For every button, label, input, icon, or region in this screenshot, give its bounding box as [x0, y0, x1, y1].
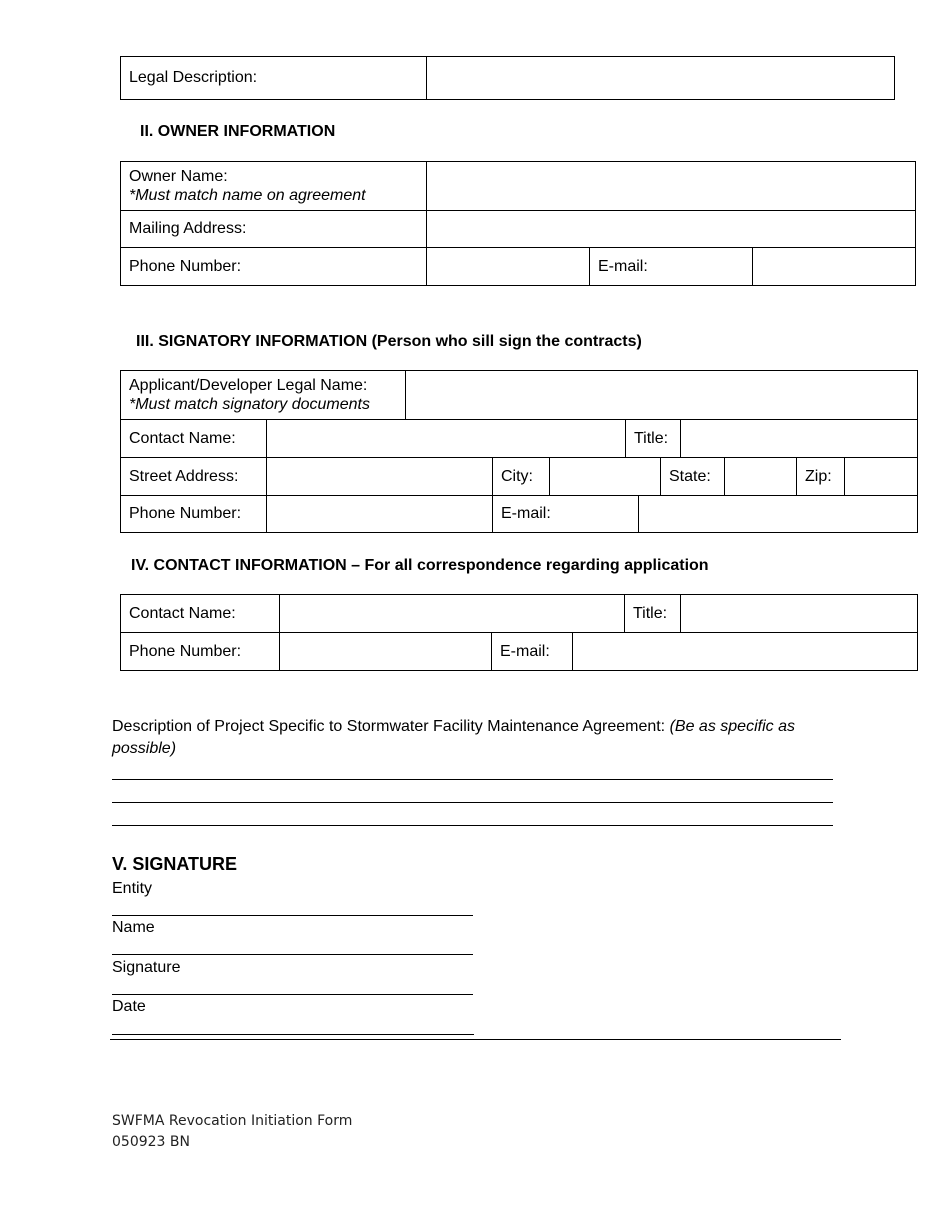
- zip-label: Zip:: [797, 458, 845, 496]
- contact-phone-field[interactable]: [280, 633, 492, 671]
- name-line[interactable]: [112, 954, 473, 955]
- signatory-title-field[interactable]: [681, 420, 918, 458]
- name-label: Name: [112, 919, 155, 936]
- owner-email-label: E-mail:: [590, 248, 753, 286]
- contact-title-field[interactable]: [681, 595, 918, 633]
- signatory-contact-field[interactable]: [267, 420, 626, 458]
- signatory-phone-table: [120, 495, 918, 533]
- signatory-email-field[interactable]: [639, 496, 918, 533]
- entity-line[interactable]: [112, 915, 473, 916]
- owner-section-heading: II. OWNER INFORMATION: [140, 123, 336, 140]
- section-divider: [110, 1039, 841, 1040]
- signature-label: Signature: [112, 959, 181, 976]
- description-line-2[interactable]: [112, 802, 833, 803]
- contact-email-label: E-mail:: [492, 633, 573, 671]
- footer-form-code: 050923 BN: [112, 1134, 190, 1150]
- owner-name-cell: [121, 162, 427, 211]
- contact-phone-table: [120, 632, 918, 671]
- description-line-3[interactable]: [112, 825, 833, 826]
- signatory-phone-label: Phone Number:: [121, 496, 267, 533]
- zip-field[interactable]: [845, 458, 918, 496]
- signature-section-heading: V. SIGNATURE: [112, 854, 238, 874]
- signatory-phone-field[interactable]: [267, 496, 493, 533]
- date-label: Date: [112, 998, 146, 1015]
- state-field[interactable]: [725, 458, 797, 496]
- mailing-address-label: Mailing Address:: [121, 211, 427, 248]
- contact-title-label: Title:: [625, 595, 681, 633]
- street-address-field[interactable]: [267, 458, 493, 496]
- owner-phone-field[interactable]: [427, 248, 590, 286]
- entity-label: Entity: [112, 880, 153, 897]
- signatory-address-table: [120, 457, 918, 496]
- owner-info-table: [120, 161, 916, 286]
- owner-name-field[interactable]: [427, 162, 916, 211]
- legal-name-label: Applicant/Developer Legal Name:: [129, 377, 368, 394]
- owner-name-label: Owner Name:: [129, 168, 228, 185]
- signatory-contact-table: [120, 419, 918, 458]
- project-description-text: Description of Project Specific to Stormwater Facility Maintenance Agreement:: [112, 718, 670, 735]
- signature-line[interactable]: [112, 994, 473, 995]
- legal-name-field[interactable]: [406, 371, 918, 420]
- contact-phone-label: Phone Number:: [121, 633, 280, 671]
- project-description-note: (Be as specific as possible): [112, 718, 795, 757]
- description-line-1[interactable]: [112, 779, 833, 780]
- legal-name-cell: [121, 371, 406, 420]
- signatory-email-label: E-mail:: [493, 496, 639, 533]
- project-description-prompt: [112, 716, 832, 760]
- contact-name-label: Contact Name:: [121, 595, 280, 633]
- contact-email-field[interactable]: [573, 633, 918, 671]
- contact-name-field[interactable]: [280, 595, 625, 633]
- contact-section-heading: IV. CONTACT INFORMATION – For all correspondence regarding application: [131, 557, 709, 574]
- city-label: City:: [493, 458, 550, 496]
- owner-phone-label: Phone Number:: [121, 248, 427, 286]
- street-address-label: Street Address:: [121, 458, 267, 496]
- signatory-legal-name-table: [120, 370, 918, 420]
- signatory-section-heading: III. SIGNATORY INFORMATION (Person who sill sign the contracts): [136, 333, 642, 350]
- signatory-contact-label: Contact Name:: [121, 420, 267, 458]
- legal-description-label: Legal Description:: [121, 57, 427, 100]
- legal-name-note: *Must match signatory documents: [129, 396, 370, 413]
- footer-form-name: SWFMA Revocation Initiation Form: [112, 1113, 353, 1129]
- owner-email-field[interactable]: [753, 248, 916, 286]
- legal-description-field[interactable]: [427, 57, 895, 100]
- owner-name-note: *Must match name on agreement: [129, 187, 366, 204]
- signatory-title-label: Title:: [626, 420, 681, 458]
- legal-description-table: [120, 56, 895, 100]
- city-field[interactable]: [550, 458, 661, 496]
- date-line[interactable]: [112, 1034, 474, 1035]
- state-label: State:: [661, 458, 725, 496]
- contact-info-table: [120, 594, 918, 633]
- mailing-address-field[interactable]: [427, 211, 916, 248]
